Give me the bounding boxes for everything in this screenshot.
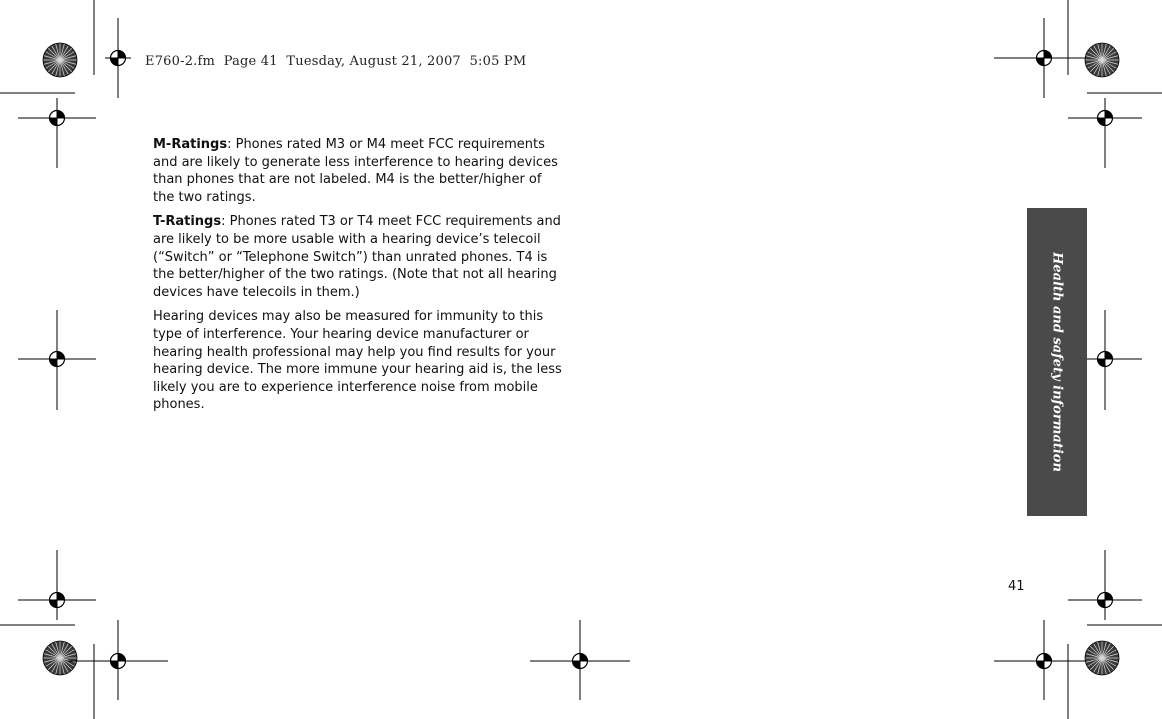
paragraph-immunity — [153, 308, 563, 414]
side-tab-label: Health and safety information — [1049, 252, 1065, 472]
term-t-ratings: T-Ratings — [153, 214, 222, 230]
section-side-tab — [1027, 208, 1087, 516]
star-target-icon — [43, 641, 77, 675]
paragraph-m-ratings — [153, 136, 563, 206]
paragraph-text: : Phones rated M3 or M4 meet FCC requirements and are likely to generate less interference to hearing devices than phones that are not labeled. M4 is the better/higher of the two ratings. — [153, 137, 558, 205]
term-m-ratings: M-Ratings — [153, 137, 228, 152]
paragraph-text: Hearing devices may also be measured for immunity to this type of interference. Your hearing device manufacturer or hearing health professional may help you find results for your hearing device. The more immune your hearing aid is, the less likely you are to experience interference noise from mobile phones. — [153, 309, 562, 413]
star-target-icon — [1085, 641, 1119, 675]
print-header: E760-2.fm Page 41 Tuesday, August 21, 2007 5:05 PM — [145, 54, 527, 69]
paragraph-text: : Phones rated T3 or T4 meet FCC requirements and are likely to be more usable with a hearing device’s telecoil (“Switch” or “Telephone Switch”) than unrated phones. T4 is the better/higher of the two ratings. (Note that not all hearing devices have telecoils in them.) — [153, 214, 561, 300]
body-text — [153, 136, 563, 421]
star-target-icon — [43, 43, 77, 77]
star-target-icon — [1085, 43, 1119, 77]
paragraph-t-ratings — [153, 213, 563, 301]
page-number: 41 — [1008, 579, 1025, 594]
